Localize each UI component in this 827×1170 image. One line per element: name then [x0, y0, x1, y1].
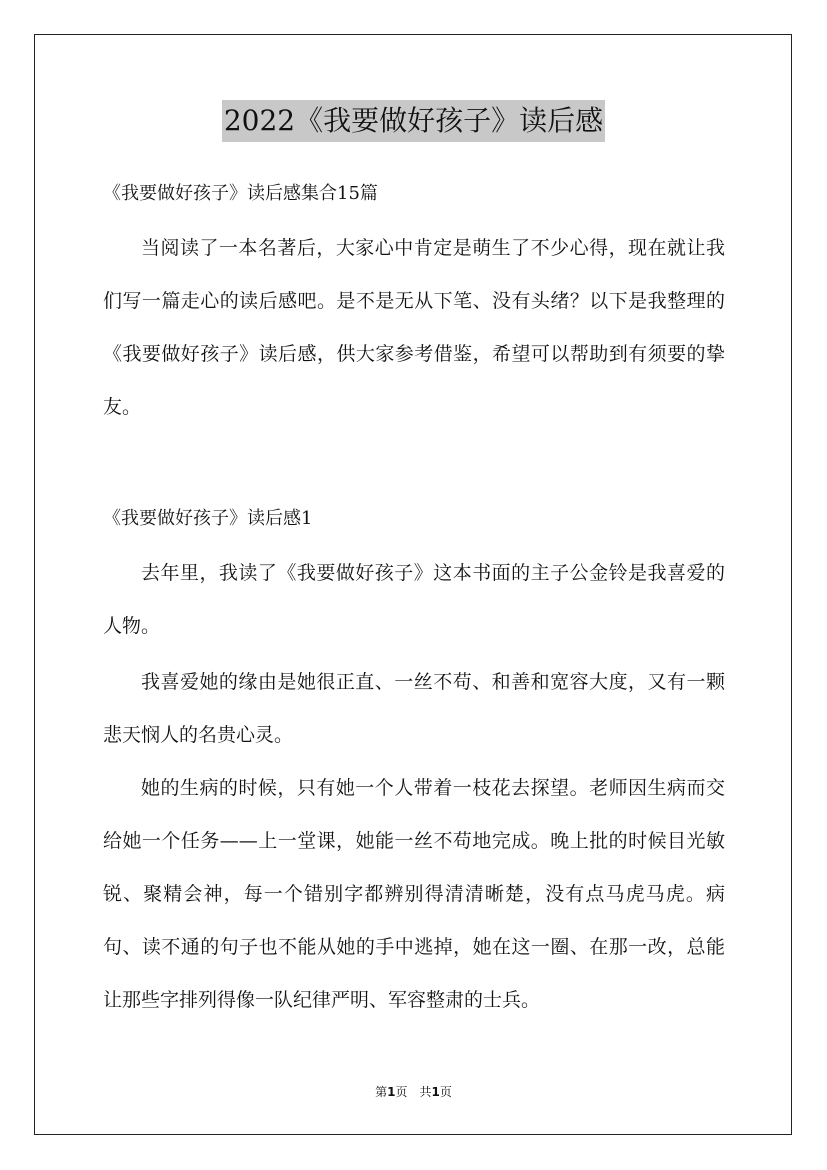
collection-heading: 《我要做好孩子》读后感集合15篇	[103, 183, 378, 204]
intro-paragraph: 当阅读了一本名著后，大家心中肯定是萌生了不少心得，现在就让我们写一篇走心的读后感吧。是不是无从下笔、没有头绪？以下是我整理的《我要做好孩子》读后感，供大家参考借鉴，希望可以帮助到有须要的挚友。	[103, 237, 725, 418]
page-footer	[0, 1084, 827, 1100]
section1-paragraph-1: 去年里，我读了《我要做好孩子》这本书面的主子公金铃是我喜爱的人物。	[103, 562, 725, 637]
title-container	[0, 100, 827, 142]
footer-page-number: 1	[387, 1085, 396, 1099]
footer-mid: 页 共	[395, 1085, 432, 1099]
footer-total-pages: 1	[431, 1085, 440, 1099]
section-heading-1: 《我要做好孩子》读后感1	[103, 508, 313, 529]
section1-paragraph-2: 我喜爱她的缘由是她很正直、一丝不苟、和善和宽容大度，又有一颗悲天悯人的名贵心灵。	[103, 671, 725, 746]
footer-prefix: 第	[375, 1085, 388, 1099]
document-title: 2022《我要做好孩子》读后感	[222, 100, 605, 142]
footer-suffix: 页	[439, 1085, 452, 1099]
section1-paragraph-3: 她的生病的时候，只有她一个人带着一枝花去探望。老师因生病而交给她一个任务——上一堂课，她能一丝不苟地完成。晚上批的时候目光敏锐、聚精会神，每一个错别字都辨别得清清晰楚，没有点马虎马虎。病句、读不通的句子也不能从她的手中逃掉，她在这一圈、在那一改，总能让那些字排列得像一队纪律严明、军容整肃的士兵。	[103, 777, 725, 1011]
